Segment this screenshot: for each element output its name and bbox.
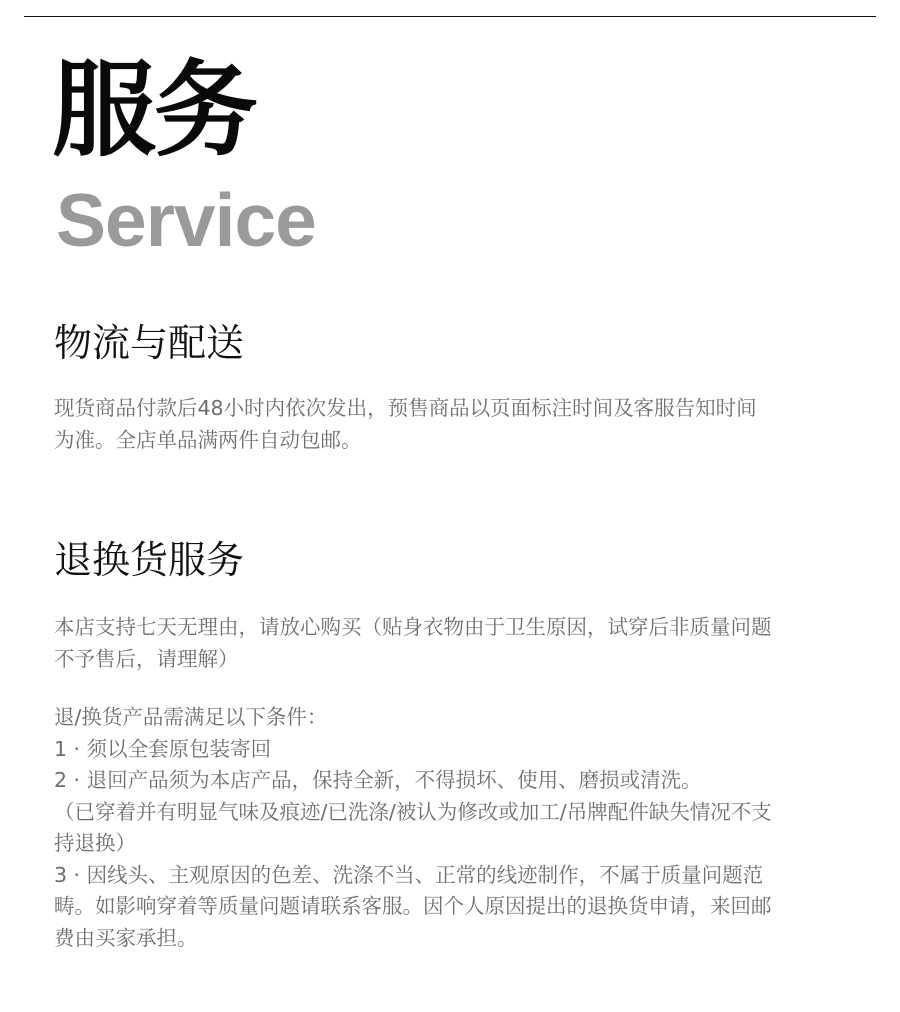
returns-intro-line: 本店支持七天无理由，请放心购买（贴身衣物由于卫生原因，试穿后非质量问题 [54,615,772,639]
logistics-text [54,393,866,456]
returns-intro-line: 不予售后，请理解） [54,646,239,671]
logistics-line: 现货商品付款后48小时内依次发出，预售商品以页面标注时间及客服告知时间 [54,396,757,420]
page-title: 服务 [52,49,257,171]
returns-conditions-text [54,702,866,954]
conditions-line: 畴。如影响穿着等质量问题请联系客服。因个人原因提出的退换货申请，来回邮 [54,894,772,918]
conditions-line: 持退换） [54,831,136,855]
conditions-line: 2 · 退回产品须为本店产品，保持全新，不得损坏、使用、磨损或清洗。 [54,768,702,792]
conditions-line: 1 · 须以全套原包装寄回 [54,736,272,761]
logistics-heading: 物流与配送 [54,321,245,365]
returns-intro-text [54,612,866,675]
top-divider [24,16,876,17]
returns-heading: 退换货服务 [54,538,245,582]
logistics-line: 为准。全店单品满两件自动包邮。 [54,427,362,452]
conditions-line: 退/换货产品需满足以下条件： [54,705,328,729]
conditions-line: 3 · 因线头、主观原因的色差、洗涤不当、正常的线迹制作，不属于质量问题范 [54,862,764,887]
page-subtitle: Service [56,178,316,262]
conditions-line: 费由买家承担。 [54,925,198,950]
conditions-line: （已穿着并有明显气味及痕迹/已洗涤/被认为修改或加工/吊牌配件缺失情况不支 [54,799,772,824]
